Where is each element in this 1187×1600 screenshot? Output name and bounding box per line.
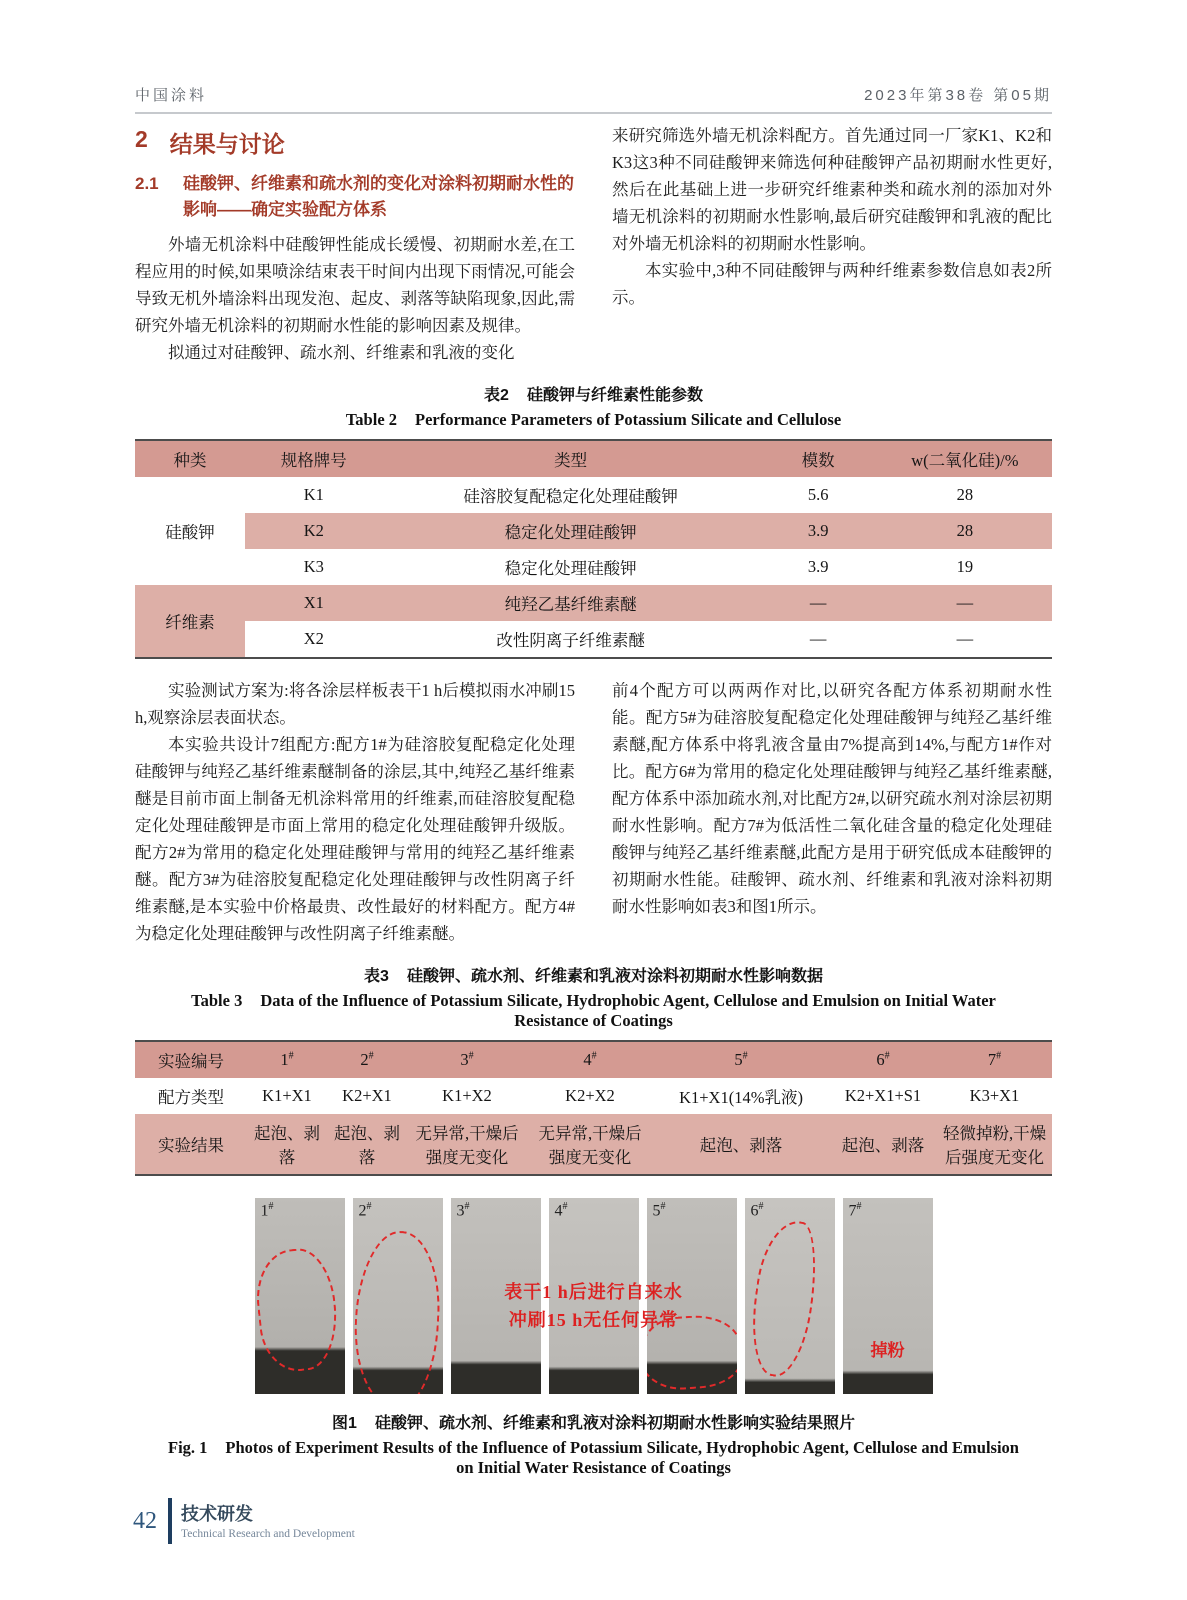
photo-strip (255, 1198, 933, 1394)
table2-cell: X1 (245, 585, 383, 621)
paragraph: 外墙无机涂料中硅酸钾性能成长缓慢、初期耐水差,在工程应用的时候,如果喷涂结束表干时间内出现下雨情况,可能会导致无机外墙涂料出现发泡、起皮、剥落等缺陷现象,因此,需研究外墙无机涂料的初期耐水性能的影响因素及规律。 (135, 235, 575, 335)
table2-cell: 纯羟乙基纤维素醚 (383, 585, 759, 621)
table3-cell: 起泡、剥落 (653, 1114, 829, 1175)
footer-label-en: Technical Research and Development (181, 1527, 355, 1540)
twocol-upper (135, 122, 1052, 366)
hash-sup: # (288, 1050, 294, 1062)
paragraph: 实验测试方案为:将各涂层样板表干1 h后模拟雨水冲刷15 h,观察涂层表面状态。 (135, 681, 575, 727)
hash-sup: # (591, 1050, 597, 1062)
figure1-caption-en-line2: on Initial Water Resistance of Coatings (456, 1458, 731, 1477)
table2-header-cell: 规格牌号 (245, 440, 383, 477)
table2-cell: 改性阴离子纤维素醚 (496, 631, 645, 650)
table3-caption-en (135, 991, 1052, 1011)
exp-num: 5 (734, 1050, 743, 1069)
hash-sup: # (996, 1050, 1002, 1062)
figure1-block (135, 1198, 1052, 1478)
table3-exp-cell (527, 1041, 653, 1078)
table3-caption-zh-label: 表3 (364, 968, 389, 985)
table2-cell: 硅溶胶复配稳定化处理硅酸钾 (463, 487, 678, 506)
table3 (135, 1040, 1052, 1176)
figure1-caption-en-label: Fig. 1 (168, 1438, 208, 1457)
figure1-captions (135, 1410, 1052, 1478)
section-title: 结果与讨论 (169, 131, 285, 157)
table2-cell: — (809, 629, 827, 648)
footer-label-zh: 技术研发 (181, 1503, 253, 1524)
exp-num: 3 (460, 1050, 469, 1069)
table2-cell: 19 (956, 557, 974, 576)
table2-cell: 5.6 (807, 485, 829, 504)
table3-row-label: 实验结果 (135, 1114, 247, 1175)
table2-row (135, 621, 1052, 658)
table2-cell: 稳定化处理硅酸钾 (383, 513, 759, 549)
header-rule (135, 112, 1052, 114)
panel-label: 4# (554, 1201, 568, 1220)
table2-cell: — (759, 585, 878, 621)
table2-group-cell: 纤维素 (135, 585, 245, 658)
table3-exp-cell (247, 1041, 327, 1078)
table2-cell: K2 (245, 513, 383, 549)
section-heading (135, 126, 575, 159)
table2-caption-zh-label: 表2 (484, 387, 509, 404)
panel-label: 6# (750, 1201, 764, 1220)
table2-caption-zh-text: 硅酸钾与纤维素性能参数 (526, 387, 703, 404)
hash-sup: # (368, 1050, 374, 1062)
table2-cell: 稳定化处理硅酸钾 (504, 559, 637, 578)
table3-cell: K2+X1 (342, 1086, 392, 1105)
figure1-caption-en-text: Photos of Experiment Results of the Influence of Potassium Silicate, Hydrophobic Agent, Cellulose and Emulsion (225, 1438, 1019, 1457)
exp-num: 2 (360, 1050, 369, 1069)
issue-info: 2023年第38卷 第05期 (864, 87, 1052, 104)
table3-cell: K3+X1 (969, 1086, 1020, 1105)
table3-exp-cell (327, 1041, 407, 1078)
table2-cell: 28 (956, 485, 974, 504)
paragraph: 本实验中,3种不同硅酸钾与两种纤维素参数信息如表2所示。 (612, 261, 1052, 307)
table2-cell: 28 (878, 513, 1052, 549)
photo-panel-7 (843, 1198, 933, 1394)
table3-cell: K2+X1+S1 (844, 1086, 922, 1105)
defect-outline (745, 1216, 824, 1379)
table2-row (135, 513, 1052, 549)
table2-caption-en-label: Table 2 (345, 410, 398, 429)
table3-exp-cell (937, 1041, 1052, 1078)
page-footer (133, 1498, 355, 1544)
defect-outline (353, 1229, 443, 1394)
table3-cell: K2+X2 (565, 1086, 615, 1105)
table3-exp-cell (407, 1041, 527, 1078)
table2-caption-en (135, 410, 1052, 430)
figure1-caption-zh (135, 1410, 1052, 1433)
table2-header-row (135, 440, 1052, 477)
table2-cell: — (878, 585, 1052, 621)
table3-block (135, 963, 1052, 1176)
table3-result-row (135, 1114, 1052, 1175)
table2-header-cell: w(二氧化硅)/% (878, 440, 1052, 477)
table3-row-label: 配方类型 (158, 1088, 224, 1107)
table2 (135, 439, 1052, 659)
table2-caption-en-text: Performance Parameters of Potassium Silicate and Cellulose (415, 410, 842, 429)
table3-cell: 起泡、剥落 (829, 1114, 937, 1175)
table2-cell: 3.9 (807, 557, 829, 576)
table2-row (135, 585, 1052, 621)
hash-sup: # (468, 1050, 474, 1062)
table2-row (135, 477, 1052, 513)
twocol-lower (135, 677, 1052, 947)
hash-sup: # (742, 1050, 748, 1062)
table2-block (135, 382, 1052, 659)
table2-cell: K3 (303, 557, 324, 576)
exp-num: 1 (280, 1050, 289, 1069)
section-number: 2 (135, 126, 148, 152)
table2-cell: X2 (303, 629, 324, 648)
table2-header-cell: 种类 (135, 440, 245, 477)
table3-cell: 起泡、剥落 (247, 1114, 327, 1175)
table3-cell: 无异常,干燥后强度无变化 (407, 1114, 527, 1175)
footer-bar (168, 1498, 172, 1544)
table2-cell: 3.9 (759, 513, 878, 549)
figure1-caption-zh-label: 图1 (332, 1415, 357, 1432)
table3-caption-en-text: Data of the Influence of Potassium Silicate, Hydrophobic Agent, Cellulose and Emulsion on Initial Water (260, 991, 996, 1010)
paragraph: 本实验共设计7组配方:配方1#为硅溶胶复配稳定化处理硅酸钾与纯羟乙基纤维素醚制备的涂层,其中,纯羟乙基纤维素醚是目前市面上制备无机涂料常用的纤维素,而硅溶胶复配稳定化处理硅酸钾是市面上常用的稳定化处理硅酸钾升级版。配方2#为常用的稳定化处理硅酸钾与常用的纯羟乙基纤维素醚。配方3#为硅溶胶复配稳定化处理硅酸钾与改性阴离子纤维素醚,是本实验中价格最贵、改性最好的材料配方。配方4#为稳定化处理硅酸钾与改性阴离子纤维素醚。 (135, 735, 575, 943)
right-column-upper (612, 122, 1052, 366)
panel-label: 1# (260, 1201, 274, 1220)
running-head (135, 84, 1052, 105)
table3-exp-cell (653, 1041, 829, 1078)
annotation-line2: 冲刷15 h无任何异常 (508, 1309, 679, 1330)
table2-cell: K1 (303, 485, 324, 504)
panel-label: 7# (848, 1201, 862, 1220)
hash-sup: # (884, 1050, 890, 1062)
table3-cell: 起泡、剥落 (327, 1114, 407, 1175)
table3-caption-zh (135, 963, 1052, 986)
table3-cell: K1+X1 (262, 1086, 312, 1105)
figure1-caption-en (135, 1438, 1052, 1458)
subsection-number: 2.1 (135, 174, 159, 193)
table3-header-row (135, 1041, 1052, 1078)
annotation-line1: 表干1 h后进行自来水 (504, 1282, 683, 1303)
panel-label: 2# (358, 1201, 372, 1220)
exp-num: 4 (583, 1050, 592, 1069)
table3-row-label: 实验编号 (135, 1041, 247, 1078)
exp-num: 7 (987, 1050, 997, 1069)
table3-cell: 轻微掉粉,干燥后强度无变化 (937, 1114, 1052, 1175)
photo-panel-6 (745, 1198, 835, 1394)
table3-caption-en-line2: Resistance of Coatings (514, 1011, 673, 1030)
table2-row (135, 549, 1052, 585)
table2-caption-zh (135, 382, 1052, 405)
table3-exp-cell (829, 1041, 937, 1078)
footer-labels (181, 1503, 355, 1540)
panel-label: 3# (456, 1201, 470, 1220)
left-column-lower (135, 677, 575, 947)
exp-num: 6 (876, 1050, 885, 1069)
table3-cell: K1+X2 (442, 1086, 492, 1105)
panel-label: 5# (652, 1201, 666, 1220)
left-column-upper (135, 122, 575, 366)
table3-caption-en-label: Table 3 (191, 991, 243, 1010)
subsection-title: 硅酸钾、纤维素和疏水剂的变化对涂料初期耐水性的影响——确定实验配方体系 (183, 174, 574, 219)
paragraph: 前4个配方可以两两作对比,以研究各配方体系初期耐水性能。配方5#为硅溶胶复配稳定化处理硅酸钾与纯羟乙基纤维素醚,配方体系中将乳液含量由7%提高到14%,与配方1#作对比。配方6#为常用的稳定化处理硅酸钾与纯羟乙基纤维素醚,配方体系中添加疏水剂,对比配方2#,以研究疏水剂对涂层初期耐水性影响。配方7#为低活性二氧化硅含量的稳定化处理硅酸钾与纯羟乙基纤维素醚,此配方是用于研究低成本硅酸钾的初期耐水性能。硅酸钾、疏水剂、纤维素和乳液对涂料初期耐水性影响如表3和图1所示。 (612, 681, 1052, 916)
page-number: 42 (133, 1507, 157, 1534)
journal-name: 中国涂料 (135, 87, 208, 104)
table3-cell: K1+X1(14%乳液) (679, 1088, 803, 1107)
photo-panel-1 (255, 1198, 345, 1394)
annotation-chalking: 掉粉 (870, 1340, 905, 1360)
table2-group-cell: 硅酸钾 (165, 523, 215, 542)
table3-cell: 无异常,干燥后强度无变化 (527, 1114, 653, 1175)
defect-outline (255, 1245, 343, 1374)
page-content (135, 122, 1052, 1478)
figure1-caption-zh-text: 硅酸钾、疏水剂、纤维素和乳液对涂料初期耐水性影响实验结果照片 (374, 1415, 855, 1432)
table2-cell: — (956, 629, 974, 648)
table2-header-cell: 模数 (759, 440, 878, 477)
table3-formula-row (135, 1078, 1052, 1114)
subsection-heading (135, 171, 575, 223)
table3-caption-zh-text: 硅酸钾、疏水剂、纤维素和乳液对涂料初期耐水性影响数据 (406, 968, 823, 985)
paragraph: 拟通过对硅酸钾、疏水剂、纤维素和乳液的变化 (168, 343, 515, 362)
table2-header-cell: 类型 (383, 440, 759, 477)
paragraph: 来研究筛选外墙无机涂料配方。首先通过同一厂家K1、K2和K3这3种不同硅酸钾来筛选何种硅酸钾产品初期耐水性更好,然后在此基础上进一步研究纤维素种类和疏水剂的添加对外墙无机涂料的初期耐水性影响,最后研究硅酸钾和乳液的配比对外墙无机涂料的初期耐水性影响。 (612, 126, 1052, 253)
right-column-lower (612, 677, 1052, 947)
photo-panel-2 (353, 1198, 443, 1394)
